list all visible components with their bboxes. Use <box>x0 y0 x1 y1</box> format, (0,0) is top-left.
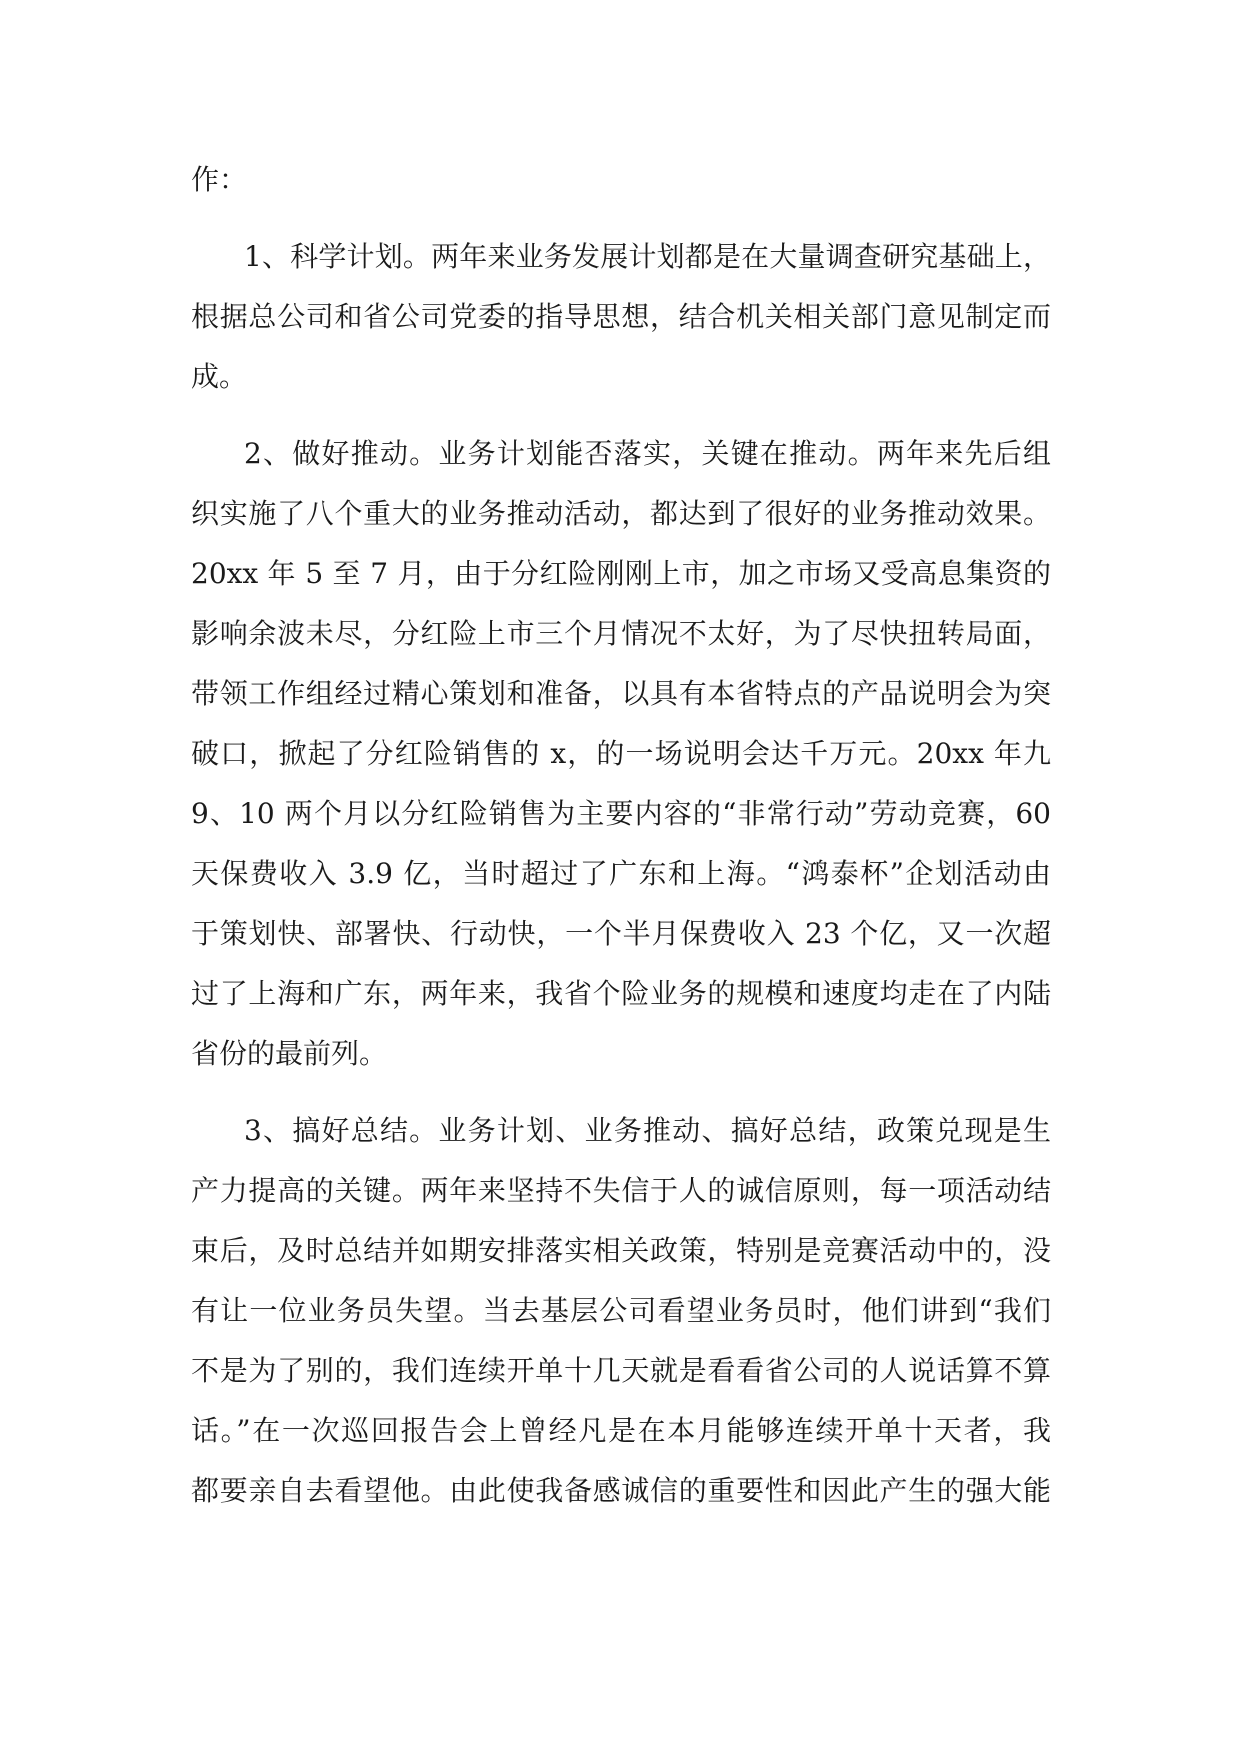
text-line: 于策划快、部署快、行动快，一个半月保费收入 23 个亿，又一次超 <box>191 917 1051 950</box>
text-line: 作： <box>191 163 248 196</box>
paragraph-gap <box>191 1084 1051 1101</box>
text-line: 都要亲自去看望他。由此使我备感诚信的重要性和因此产生的强大能 <box>191 1474 1051 1507</box>
text-line: 带领工作组经过精心策划和准备，以具有本省特点的产品说明会为突 <box>191 677 1051 710</box>
text-line: 20xx 年 5 至 7 月，由于分红险刚刚上市，加之市场又受高息集资的 <box>191 557 1051 590</box>
text-line: 破口，掀起了分红险销售的 x，的一场说明会达千万元。20xx 年九 <box>191 737 1051 770</box>
text-line: 根据总公司和省公司党委的指导思想，结合机关相关部门意见制定而 <box>191 300 1051 333</box>
text-line: 话。”在一次巡回报告会上曾经凡是在本月能够连续开单十天者，我 <box>191 1414 1051 1447</box>
text-line: 省份的最前列。 <box>191 1037 388 1070</box>
paragraph-gap <box>191 210 1051 227</box>
text-line: 天保费收入 3.9 亿，当时超过了广东和上海。“鸿泰杯”企划活动由 <box>191 857 1051 890</box>
text-line: 过了上海和广东，两年来，我省个险业务的规模和速度均走在了内陆 <box>191 977 1051 1010</box>
text-line: 2、做好推动。业务计划能否落实，关键在推动。两年来先后组 <box>244 437 1051 470</box>
text-line: 3、搞好总结。业务计划、业务推动、搞好总结，政策兑现是生 <box>244 1114 1051 1147</box>
text-line: 9、10 两个月以分红险销售为主要内容的“非常行动”劳动竞赛，60 <box>191 797 1051 830</box>
text-line: 束后，及时总结并如期安排落实相关政策，特别是竞赛活动中的，没 <box>191 1234 1051 1267</box>
text-line: 有让一位业务员失望。当去基层公司看望业务员时，他们讲到“我们 <box>191 1294 1051 1327</box>
text-line: 1、科学计划。两年来业务发展计划都是在大量调查研究基础上， <box>244 240 1051 273</box>
text-line: 产力提高的关键。两年来坚持不失信于人的诚信原则，每一项活动结 <box>191 1174 1051 1207</box>
text-line: 不是为了别的，我们连续开单十几天就是看看省公司的人说话算不算 <box>191 1354 1051 1387</box>
text-line: 织实施了八个重大的业务推动活动，都达到了很好的业务推动效果。 <box>191 497 1051 530</box>
text-line: 影响余波未尽，分红险上市三个月情况不太好，为了尽快扭转局面， <box>191 617 1051 650</box>
paragraph-gap <box>191 407 1051 424</box>
document-body <box>191 150 1051 1521</box>
text-line: 成。 <box>191 360 248 393</box>
